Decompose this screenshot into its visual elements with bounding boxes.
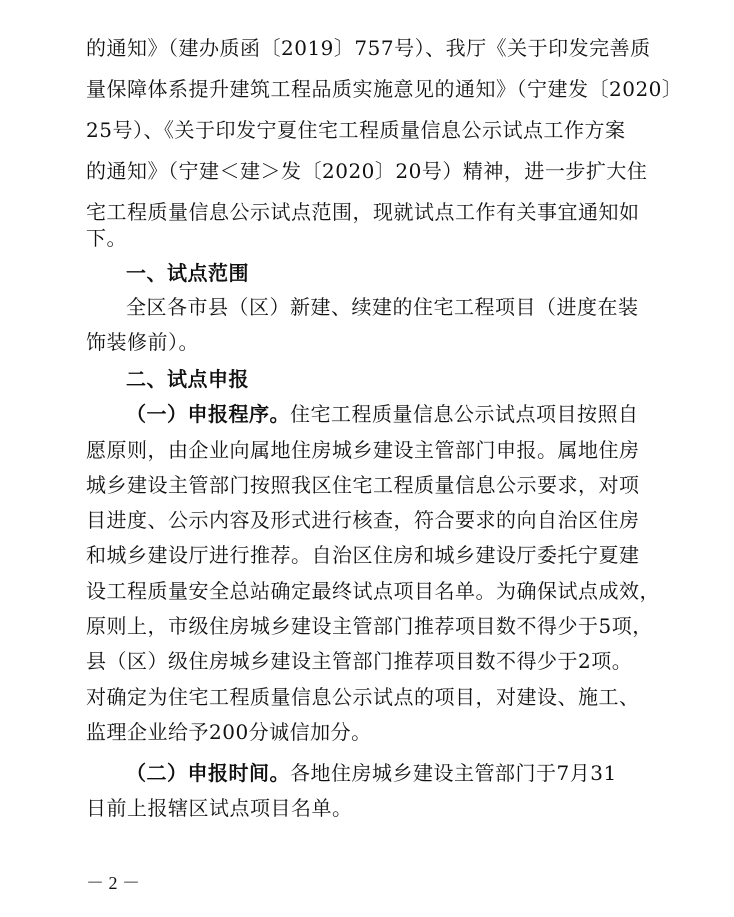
body-line: 和城乡建设厅进行推荐。自治区住房和城乡建设厅委托宁夏建 — [86, 543, 640, 567]
body-line: 25号）、《关于印发宁夏住宅工程质量信息公示试点工作方案 — [86, 118, 626, 142]
body-text: 各地住房城乡建设主管部门于7月31 — [290, 761, 617, 785]
subsection-label-time: （二）申报时间。 — [126, 761, 290, 785]
body-line: 日前上报辖区试点项目名单。 — [86, 796, 353, 820]
body-line: 饰装修前）。 — [86, 330, 199, 354]
body-line: 设工程质量安全总站确定最终试点项目名单。为确保试点成效， — [86, 579, 660, 603]
body-line: 的通知》（建办质函〔2019〕757号）、我厅《关于印发完善质 — [86, 36, 651, 60]
section-heading-scope: 一、试点范围 — [126, 261, 249, 285]
body-line: 下。 — [86, 226, 127, 250]
body-text: 住宅工程质量信息公示试点项目按照自 — [290, 402, 639, 426]
subsection-label-procedure: （一）申报程序。 — [126, 402, 290, 426]
body-line: 宅工程质量信息公示试点范围，现就试点工作有关事宜通知如 — [86, 200, 640, 224]
body-line: 县（区）级住房城乡建设主管部门推荐项目数不得少于2项。 — [86, 649, 633, 673]
paragraph-first-line — [126, 763, 617, 783]
body-line: 愿原则，由企业向属地住房城乡建设主管部门申报。属地住房 — [86, 438, 640, 462]
section-heading-application: 二、试点申报 — [126, 367, 249, 391]
body-line: 全区各市县（区）新建、续建的住宅工程项目（进度在装 — [126, 295, 639, 319]
body-line: 量保障体系提升建筑工程品质实施意见的通知》（宁建发〔2020〕 — [86, 77, 683, 101]
body-line: 的通知》（宁建＜建＞发〔2020〕20号）精神，进一步扩大住 — [86, 159, 648, 183]
body-line: 城乡建设主管部门按照我区住宅工程质量信息公示要求，对项 — [86, 473, 640, 497]
paragraph-first-line — [126, 404, 639, 424]
body-line: 对确定为住宅工程质量信息公示试点的项目，对建设、施工、 — [86, 685, 640, 709]
body-line: 监理企业给予200分诚信加分。 — [86, 720, 372, 744]
page-number: － 2 － — [86, 873, 140, 893]
body-line: 目进度、公示内容及形式进行核查，符合要求的向自治区住房 — [86, 508, 640, 532]
body-line: 原则上，市级住房城乡建设主管部门推荐项目数不得少于5项， — [86, 614, 653, 638]
